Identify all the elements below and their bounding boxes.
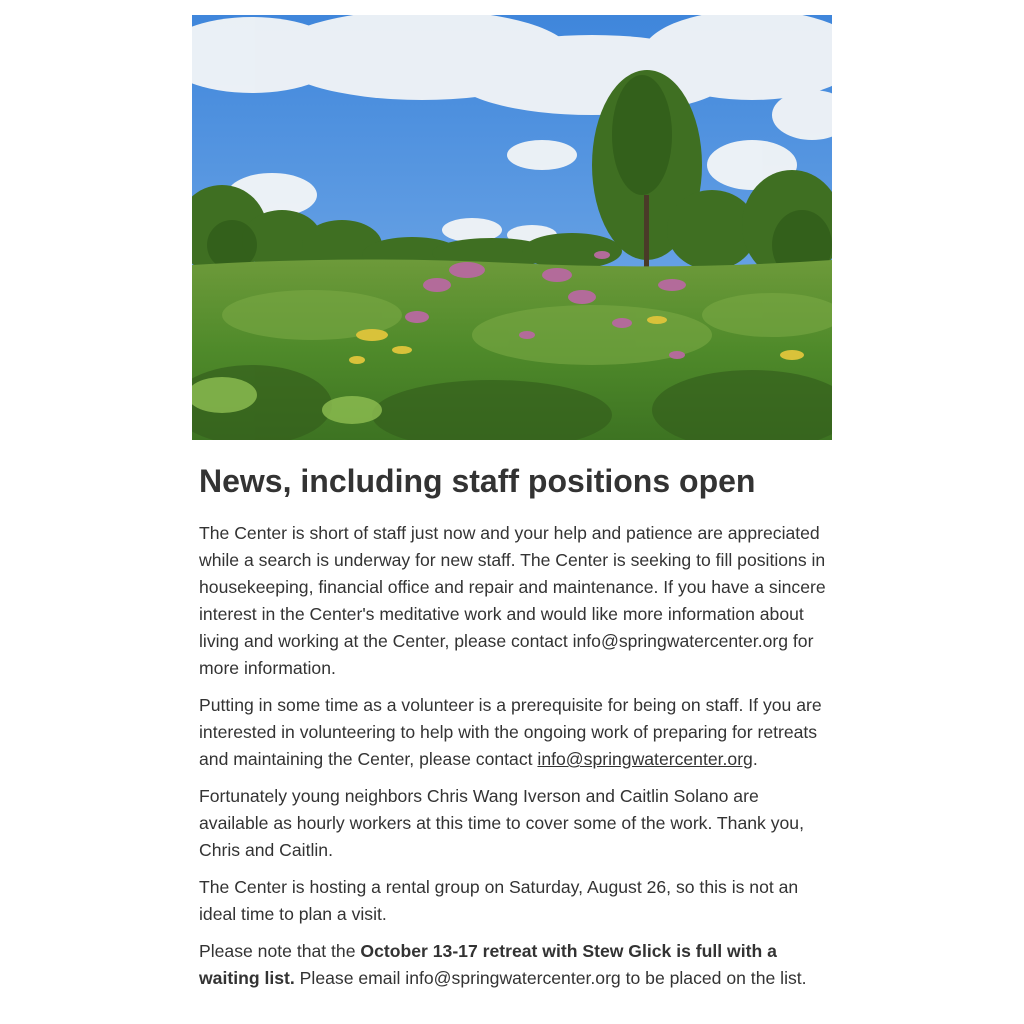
email-link[interactable]: info@springwatercenter.org [537, 749, 753, 769]
paragraph-hourly-workers: Fortunately young neighbors Chris Wang Iverson and Caitlin Solano are available as hourly workers at this time to cover some of the work. Thank you, Chris and Caitlin. [199, 786, 804, 860]
retreat-notice-start: Please note that the [199, 941, 361, 961]
hero-image [192, 15, 832, 440]
paragraph-volunteer-end: . [752, 749, 758, 769]
retreat-notice-end: Please email info@springwatercenter.org to be placed on the list. [294, 968, 807, 988]
paragraph-staff-positions: The Center is short of staff just now and your help and patience are appreciated while a search is underway for new staff. The Center is seeking to fill positions in housekeeping, financial office and repair and maintenance. If you have a sincere interest in the Center's meditative work and would like more information about living and working at the Center, please contact info@springwatercenter.org for more information. [199, 523, 826, 678]
article [199, 458, 829, 1002]
retreat-notice-bold: October 13-17 retreat with Stew Glick is full with a waiting list. [199, 941, 777, 988]
article-title: News, including staff positions open [199, 463, 756, 499]
paragraph-retreat-notice [199, 938, 829, 992]
paragraph-volunteer-text: Putting in some time as a volunteer is a prerequisite for being on staff. If you are interested in volunteering to help with the ongoing work of preparing for retreats and maintaining the Center, please contact [199, 695, 822, 769]
paragraph-volunteer [199, 692, 829, 773]
meadow-photo [192, 15, 832, 440]
paragraph-rental-group: The Center is hosting a rental group on Saturday, August 26, so this is not an ideal time to plan a visit. [199, 877, 799, 924]
